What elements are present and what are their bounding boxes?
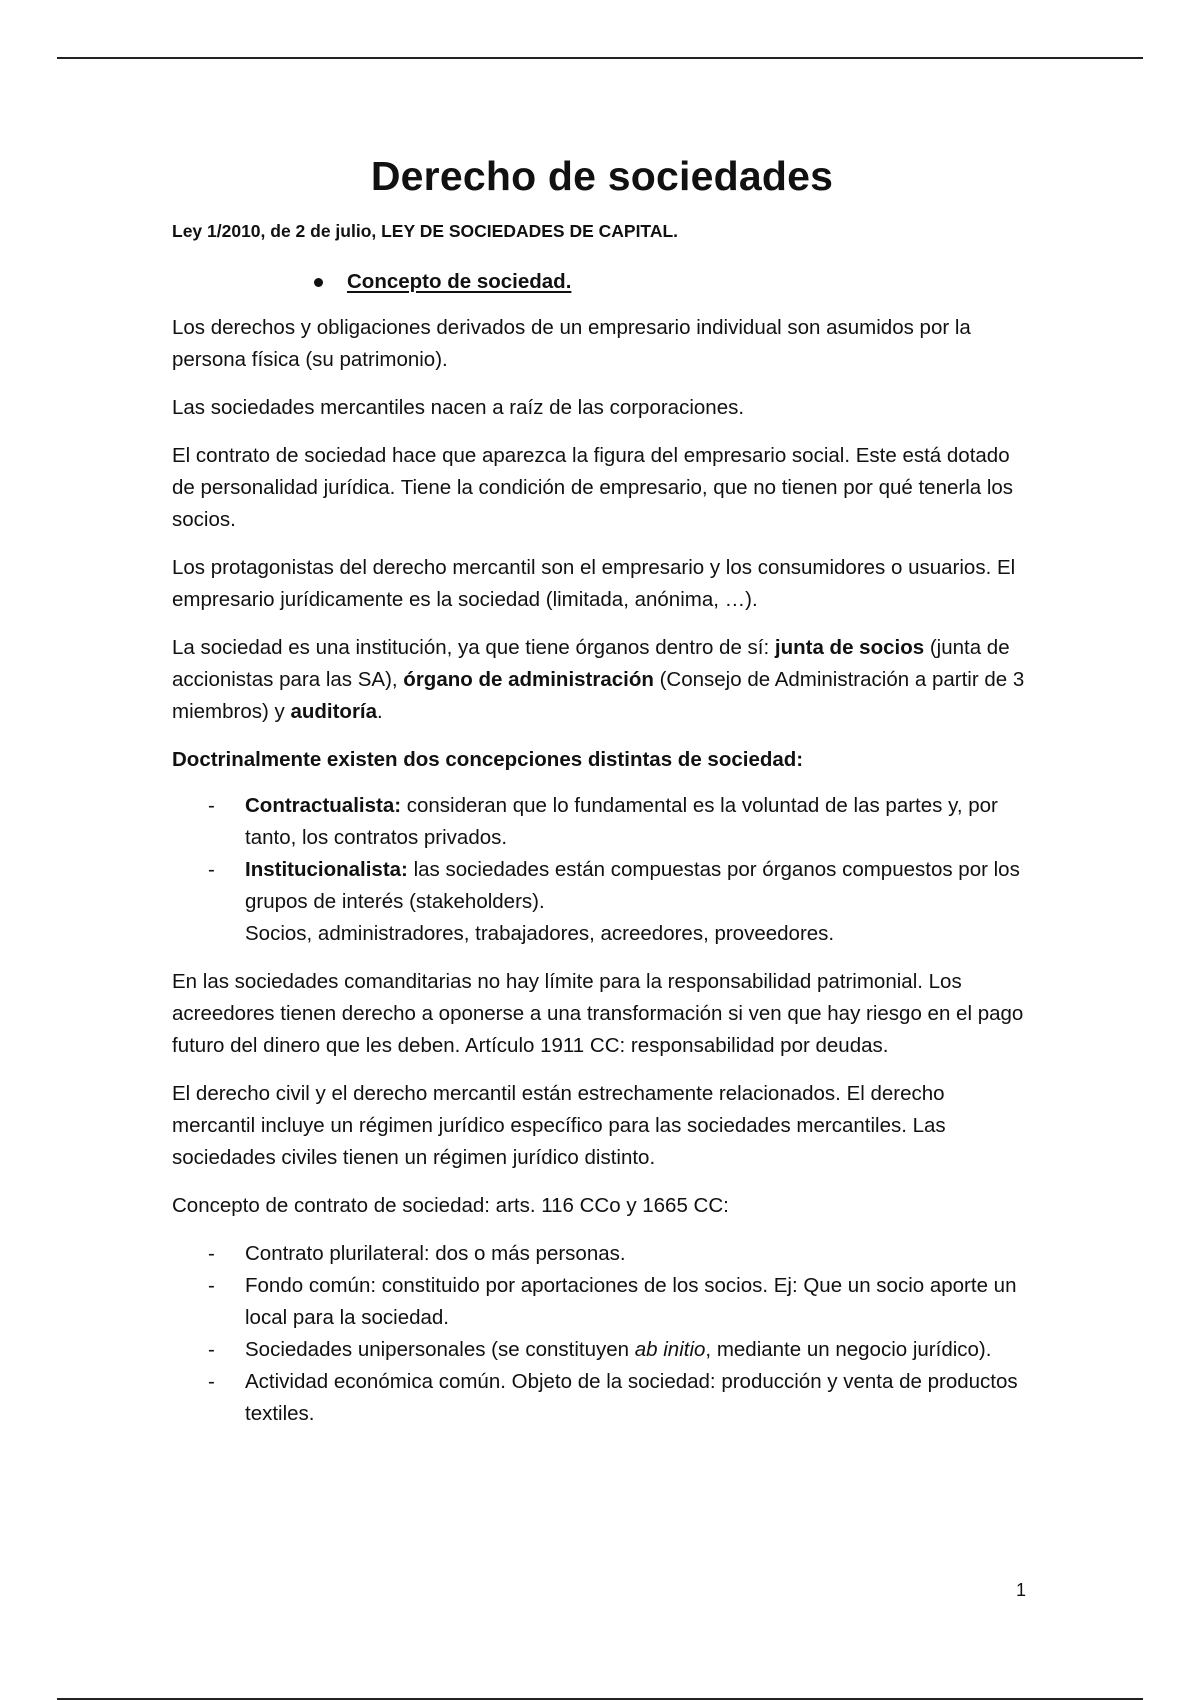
text-run: La sociedad es una institución, ya que tiene órganos dentro de sí: <box>172 636 775 659</box>
dash-icon: - <box>208 1338 215 1361</box>
italic-term: ab initio <box>634 1338 706 1361</box>
list-text: Actividad económica común. Objeto de la sociedad: producción y venta de productos textiles. <box>245 1370 1018 1425</box>
bold-term-junta: junta de socios <box>774 636 925 659</box>
list-item <box>172 1238 1032 1270</box>
law-reference: Ley 1/2010, de 2 de julio, LEY DE SOCIEDADES DE CAPITAL. <box>172 221 679 241</box>
paragraph-5 <box>172 632 1032 728</box>
document-title: Derecho de sociedades <box>370 153 834 199</box>
list-item <box>172 790 1032 854</box>
document-body <box>172 146 1032 1446</box>
list-term: Contractualista: <box>245 794 402 817</box>
list-text: Sociedades unipersonales (se constituyen <box>245 1338 635 1361</box>
section-heading-text: Concepto de sociedad. <box>347 270 572 293</box>
text-run: . <box>377 700 383 723</box>
bold-term-organo: órgano de administración <box>403 668 654 691</box>
dash-icon: - <box>208 1274 215 1297</box>
paragraph-8: Concepto de contrato de sociedad: arts. 116 CCo y 1665 CC: <box>172 1194 729 1217</box>
paragraph-6: En las sociedades comanditarias no hay límite para la responsabilidad patrimonial. Los acreedores tienen derecho a oponerse a una transformación si ven que hay riesgo en el pago futuro del dinero que les deben. Artículo 1911 CC: responsabilidad por deudas. <box>172 970 1024 1057</box>
paragraph-2: Las sociedades mercantiles nacen a raíz de las corporaciones. <box>172 396 745 419</box>
list-text: las sociedades están compuestas por órganos compuestos por los grupos de interés (stakeholders). <box>245 858 1020 913</box>
dash-icon: - <box>208 1242 215 1265</box>
list-item <box>172 1270 1032 1334</box>
paragraph-7: El derecho civil y el derecho mercantil están estrechamente relacionados. El derecho mercantil incluye un régimen jurídico específico para las sociedades mercantiles. Las sociedades civiles tienen un régimen jurídico distinto. <box>172 1082 946 1169</box>
list-term: Institucionalista: <box>245 858 408 881</box>
dash-icon: - <box>208 858 215 881</box>
header-rule <box>57 57 1143 59</box>
paragraph-4: Los protagonistas del derecho mercantil son el empresario y los consumidores o usuarios. El empresario jurídicamente es la sociedad (limitada, anónima, …). <box>172 556 1016 611</box>
page-number: 1 <box>1016 1580 1027 1600</box>
dash-icon: - <box>208 794 215 817</box>
section-heading <box>314 266 1032 298</box>
list-item <box>172 1366 1032 1430</box>
list-text: Fondo común: constituido por aportaciones de los socios. Ej: Que un socio aporte un local para la sociedad. <box>245 1274 1017 1329</box>
list-item <box>172 854 1032 950</box>
list-text: Contrato plurilateral: dos o más personas. <box>245 1242 626 1265</box>
paragraph-3: El contrato de sociedad hace que aparezca la figura del empresario social. Este está dotado de personalidad jurídica. Tiene la condición de empresario, que no tienen por qué tenerla los socios. <box>172 444 1014 531</box>
bullet-icon <box>314 278 323 287</box>
paragraph-1: Los derechos y obligaciones derivados de un empresario individual son asumidos por la persona física (su patrimonio). <box>172 316 971 371</box>
list-continuation: Socios, administradores, trabajadores, acreedores, proveedores. <box>245 922 835 945</box>
doctrine-list <box>172 790 1032 950</box>
list-text: consideran que lo fundamental es la voluntad de las partes y, por tanto, los contratos privados. <box>245 794 998 849</box>
text-run: (Consejo de Administración a partir de 3 miembros) y <box>172 668 1025 723</box>
list-text: , mediante un negocio jurídico). <box>705 1338 992 1361</box>
text-run: (junta de accionistas para las SA), <box>172 636 1010 691</box>
contract-list <box>172 1238 1032 1430</box>
bold-term-auditoria: auditoría <box>290 700 378 723</box>
dash-icon: - <box>208 1370 215 1393</box>
list-item <box>172 1334 1032 1366</box>
doctrine-heading: Doctrinalmente existen dos concepciones distintas de sociedad: <box>172 748 804 771</box>
